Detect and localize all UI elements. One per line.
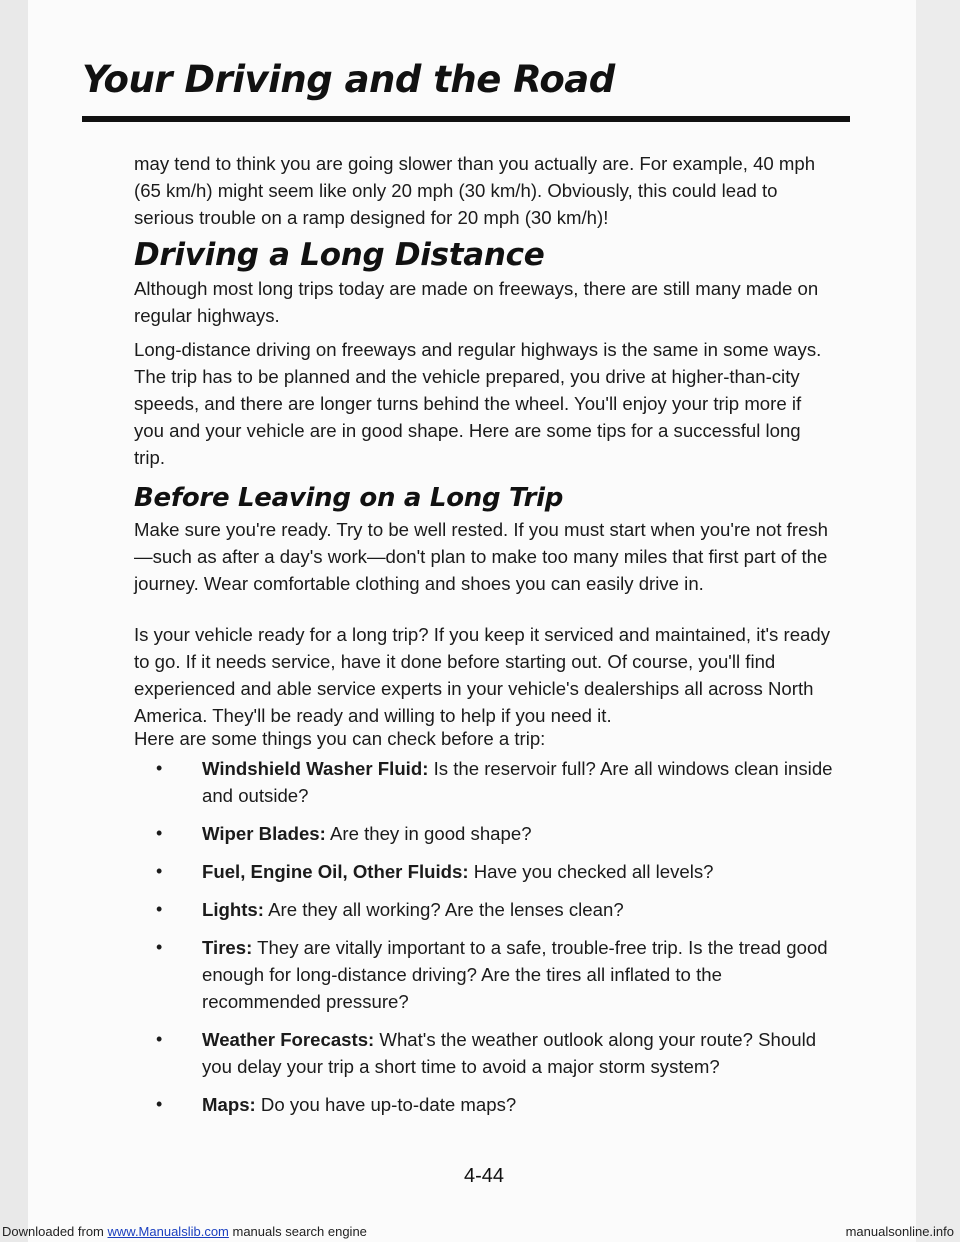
bullet-icon: • xyxy=(156,758,163,778)
paragraph-checklist-intro: Here are some things you can check before a trip: xyxy=(134,728,546,749)
scan-margin-right xyxy=(916,0,960,1242)
manualslib-link[interactable]: www.Manualslib.com xyxy=(107,1224,229,1239)
paragraph-freeways: Although most long trips today are made on freeways, there are still many made on regular highways. xyxy=(134,278,819,326)
bullet-icon: • xyxy=(156,823,163,843)
list-item-term: Fuel, Engine Oil, Other Fluids: xyxy=(202,861,469,882)
list-item xyxy=(156,896,836,923)
scan-margin-left xyxy=(0,0,28,1242)
footer-watermark: manualsonline.info xyxy=(845,1224,954,1239)
download-footer xyxy=(0,1222,960,1242)
list-item-text: Are they all working? Are the lenses clean? xyxy=(268,899,624,920)
list-item-text: Do you have up-to-date maps? xyxy=(260,1094,517,1115)
list-item-term: Wiper Blades: xyxy=(202,823,326,844)
list-item xyxy=(156,934,836,1015)
list-item xyxy=(156,858,836,885)
list-item-term: Maps: xyxy=(202,1094,256,1115)
list-item xyxy=(156,1026,836,1080)
list-item xyxy=(156,1091,836,1118)
paragraph-vehicle-ready: Is your vehicle ready for a long trip? If you keep it serviced and maintained, it's ready to go. If it needs service, have it done before starting out. Of course, you'll find experienced and able service experts in your vehicle's dealerships all across North America. They'll be ready and willing to help if you need it. xyxy=(134,624,831,726)
pre-trip-checklist xyxy=(156,755,836,1129)
list-item-text: Is the reservoir full? Are all windows clean inside and outside? xyxy=(202,758,833,806)
list-item-term: Windshield Washer Fluid: xyxy=(202,758,429,779)
list-item xyxy=(156,820,836,847)
paragraph-long-distance-driving: Long-distance driving on freeways and regular highways is the same in some ways. The trip has to be planned and the vehicle prepared, you drive at higher-than-city speeds, and there are longer turns behind the wheel. You'll enjoy your trip more if you and your vehicle are in good shape. Here are some tips for a successful long trip. xyxy=(134,339,822,468)
list-item-term: Tires: xyxy=(202,937,253,958)
page-number: 4-44 xyxy=(464,1165,505,1187)
list-item xyxy=(156,755,836,809)
header-rule xyxy=(82,116,850,122)
footer-suffix: manuals search engine xyxy=(228,1224,367,1239)
list-item-text: They are vitally important to a safe, trouble-free trip. Is the tread good enough for long-distance driving? Are the tires all inflated to the recommended pressure? xyxy=(202,937,828,1012)
bullet-icon: • xyxy=(156,861,163,881)
list-item-text: What's the weather outlook along your route? Should you delay your trip a short time to avoid a major storm system? xyxy=(202,1029,817,1077)
bullet-icon: • xyxy=(156,1029,163,1049)
subsection-heading-before-leaving: Before Leaving on a Long Trip xyxy=(134,483,564,513)
list-item-term: Weather Forecasts: xyxy=(202,1029,375,1050)
page-header-title: Your Driving and the Road xyxy=(82,58,615,101)
list-item-term: Lights: xyxy=(202,899,264,920)
bullet-icon: • xyxy=(156,937,163,957)
list-item-text: Are they in good shape? xyxy=(329,823,532,844)
intro-paragraph: may tend to think you are going slower than you actually are. For example, 40 mph (65 km/h) might seem like only 20 mph (30 km/h). Obviously, this could lead to serious trouble on a ramp designed for 20 mph (30 km/h)! xyxy=(134,153,816,228)
bullet-icon: • xyxy=(156,899,163,919)
list-item-text: Have you checked all levels? xyxy=(473,861,714,882)
paragraph-be-ready: Make sure you're ready. Try to be well rested. If you must start when you're not fresh—such as after a day's work—don't plan to make too many miles that first part of the journey. Wear comfortable clothing and shoes you can easily drive in. xyxy=(134,519,828,594)
section-heading-long-distance: Driving a Long Distance xyxy=(134,237,545,273)
bullet-icon: • xyxy=(156,1094,163,1114)
footer-source xyxy=(2,1222,367,1242)
footer-prefix: Downloaded from xyxy=(2,1224,108,1239)
